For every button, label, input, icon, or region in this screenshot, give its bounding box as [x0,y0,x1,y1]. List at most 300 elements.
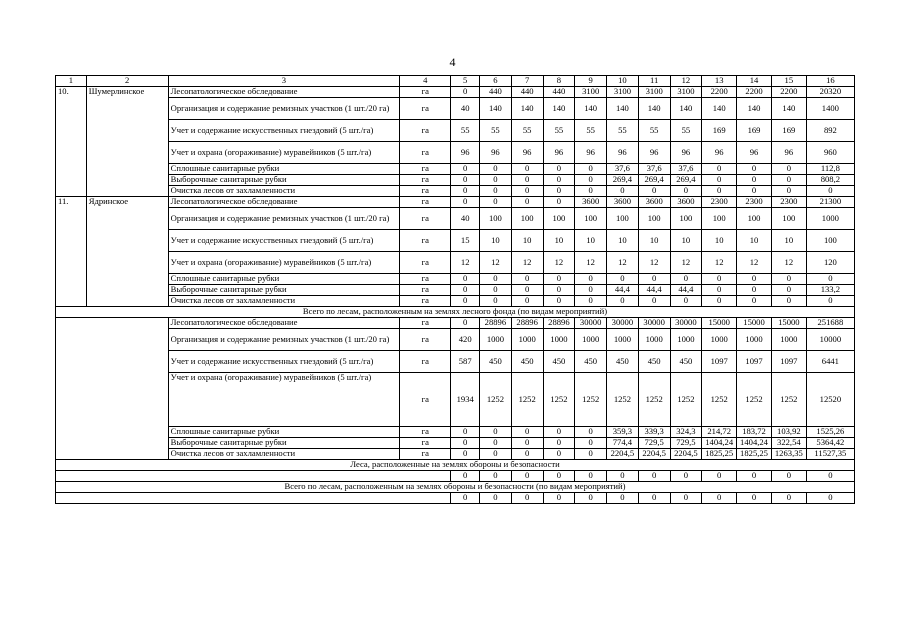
table-row [56,197,855,208]
unit-cell: га [400,142,451,164]
value-cell: 0 [771,285,806,296]
value-cell: 40 [451,98,480,120]
value-cell: 1097 [737,351,772,373]
value-cell: 0 [511,285,543,296]
value-cell: 0 [575,186,607,197]
value-cell: 0 [702,493,737,504]
activity-name: Выборочные санитарные рубки [168,438,400,449]
value-cell: 12 [670,252,702,274]
table-row [56,274,855,285]
column-header: 12 [670,76,702,87]
value-cell: 1525,26 [806,427,854,438]
value-cell: 0 [451,87,480,98]
value-cell: 324,3 [670,427,702,438]
value-cell: 0 [480,438,512,449]
value-cell: 0 [806,471,854,482]
column-header: 1 [56,76,87,87]
column-header: 11 [638,76,670,87]
value-cell: 120 [806,252,854,274]
value-cell: 0 [451,438,480,449]
value-cell: 0 [638,296,670,307]
value-cell: 1000 [771,329,806,351]
value-cell: 55 [607,120,639,142]
value-cell: 0 [771,164,806,175]
value-cell: 100 [670,208,702,230]
value-cell: 1000 [638,329,670,351]
value-cell: 0 [451,175,480,186]
value-cell: 1404,24 [737,438,772,449]
value-cell: 0 [670,274,702,285]
value-cell: 0 [575,449,607,460]
table-row [56,142,855,164]
value-cell: 30000 [670,318,702,329]
value-cell: 0 [511,197,543,208]
value-cell: 1252 [771,373,806,427]
value-cell: 0 [771,274,806,285]
value-cell: 0 [702,164,737,175]
value-cell: 3100 [607,87,639,98]
value-cell: 1263,35 [771,449,806,460]
value-cell: 96 [575,142,607,164]
value-cell: 0 [607,471,639,482]
table-row [56,175,855,186]
unit-cell: га [400,98,451,120]
value-cell: 1252 [737,373,772,427]
value-cell: 0 [451,197,480,208]
value-cell: 10000 [806,329,854,351]
value-cell: 359,3 [607,427,639,438]
value-cell: 100 [638,208,670,230]
value-cell: 100 [607,208,639,230]
unit-cell: га [400,274,451,285]
value-cell: 1000 [480,329,512,351]
column-header: 13 [702,76,737,87]
value-cell: 0 [638,471,670,482]
value-cell: 0 [638,493,670,504]
value-cell: 1252 [607,373,639,427]
value-cell: 0 [702,186,737,197]
value-cell: 1000 [670,329,702,351]
value-cell: 1404,24 [702,438,737,449]
value-cell: 15 [451,230,480,252]
value-cell: 0 [543,296,575,307]
value-cell: 0 [511,296,543,307]
value-cell: 440 [480,87,512,98]
value-cell: 55 [451,120,480,142]
value-cell: 169 [702,120,737,142]
value-cell: 28896 [543,318,575,329]
value-cell: 140 [543,98,575,120]
value-cell: 269,4 [607,175,639,186]
column-header: 7 [511,76,543,87]
value-cell: 3100 [575,87,607,98]
value-cell: 183,72 [737,427,772,438]
value-cell: 0 [543,493,575,504]
value-cell: 2204,5 [670,449,702,460]
value-cell: 96 [543,142,575,164]
section-number: 10. [56,87,87,197]
value-cell: 1825,25 [702,449,737,460]
value-cell: 0 [511,471,543,482]
value-cell: 0 [737,164,772,175]
value-cell: 0 [702,175,737,186]
value-cell: 37,6 [607,164,639,175]
unit-cell: га [400,329,451,351]
value-cell: 2204,5 [638,449,670,460]
value-cell: 3100 [670,87,702,98]
value-cell: 103,92 [771,427,806,438]
value-cell: 40 [451,208,480,230]
unit-cell: га [400,208,451,230]
value-cell: 96 [771,142,806,164]
activity-name: Сплошные санитарные рубки [168,427,400,438]
value-cell: 12 [575,252,607,274]
value-cell: 322,54 [771,438,806,449]
value-cell: 15000 [702,318,737,329]
value-cell: 251688 [806,318,854,329]
activity-name: Учет и содержание искусственных гнездовий (5 шт./га) [168,230,400,252]
value-cell: 15000 [771,318,806,329]
forestry-name: Шумерлинское [86,87,168,197]
value-cell: 5364,42 [806,438,854,449]
value-cell: 808,2 [806,175,854,186]
value-cell: 140 [771,98,806,120]
table-row [56,427,855,438]
value-cell: 1825,25 [737,449,772,460]
value-cell: 0 [670,296,702,307]
value-cell: 0 [480,164,512,175]
activity-name: Лесопатологическое обследование [168,87,400,98]
value-cell: 0 [575,164,607,175]
value-cell: 0 [451,471,480,482]
table-row [56,120,855,142]
value-cell: 0 [511,274,543,285]
value-cell: 0 [575,285,607,296]
value-cell: 1252 [543,373,575,427]
value-cell: 140 [607,98,639,120]
value-cell: 2200 [702,87,737,98]
value-cell: 269,4 [638,175,670,186]
value-cell: 450 [511,351,543,373]
activity-name: Организация и содержание ремизных участков (1 шт./20 га) [168,208,400,230]
value-cell: 112,8 [806,164,854,175]
activity-name: Учет и охрана (огораживание) муравейников (5 шт./га) [168,252,400,274]
value-cell: 0 [480,493,512,504]
value-cell: 12 [771,252,806,274]
value-cell: 339,3 [638,427,670,438]
value-cell: 1000 [543,329,575,351]
value-cell: 0 [575,175,607,186]
value-cell: 12 [543,252,575,274]
value-cell: 6441 [806,351,854,373]
value-cell: 0 [575,427,607,438]
value-cell: 37,6 [638,164,670,175]
value-cell: 0 [543,274,575,285]
value-cell: 140 [702,98,737,120]
value-cell: 28896 [511,318,543,329]
value-cell: 0 [543,449,575,460]
value-cell: 10 [638,230,670,252]
section-title: Всего по лесам, расположенным на землях обороны и безопасности (по видам мероприятий) [56,482,855,493]
value-cell: 3600 [670,197,702,208]
value-cell: 0 [511,164,543,175]
value-cell: 96 [702,142,737,164]
section-title: Леса, расположенные на землях обороны и безопасности [56,460,855,471]
value-cell: 3600 [575,197,607,208]
value-cell: 0 [670,186,702,197]
value-cell: 0 [771,471,806,482]
unit-cell: га [400,252,451,274]
value-cell: 0 [543,175,575,186]
value-cell: 3100 [638,87,670,98]
value-cell: 0 [771,493,806,504]
value-cell: 0 [607,493,639,504]
value-cell: 100 [480,208,512,230]
value-cell: 1934 [451,373,480,427]
column-header: 4 [400,76,451,87]
table-row [56,252,855,274]
value-cell: 774,4 [607,438,639,449]
value-cell: 96 [670,142,702,164]
value-cell: 0 [511,449,543,460]
value-cell: 2300 [737,197,772,208]
value-cell: 0 [771,175,806,186]
value-cell: 100 [543,208,575,230]
value-cell: 100 [806,230,854,252]
column-header: 16 [806,76,854,87]
value-cell: 169 [737,120,772,142]
value-cell: 0 [806,274,854,285]
value-cell: 10 [480,230,512,252]
activity-name: Организация и содержание ремизных участков (1 шт./20 га) [168,98,400,120]
value-cell: 12 [480,252,512,274]
forestry-name: Ядринское [86,197,168,307]
empty-cell [56,471,451,482]
value-cell: 55 [511,120,543,142]
value-cell: 729,5 [638,438,670,449]
value-cell: 55 [638,120,670,142]
value-cell: 0 [771,296,806,307]
activity-name: Очистка лесов от захламленности [168,449,400,460]
value-cell: 0 [702,285,737,296]
value-cell: 0 [451,164,480,175]
value-cell: 1097 [771,351,806,373]
unit-cell: га [400,186,451,197]
unit-cell: га [400,296,451,307]
value-cell: 450 [480,351,512,373]
value-cell: 0 [543,438,575,449]
table-row [56,164,855,175]
value-cell: 10 [771,230,806,252]
value-cell: 0 [575,471,607,482]
value-cell: 0 [480,296,512,307]
value-cell: 0 [511,186,543,197]
value-cell: 10 [575,230,607,252]
value-cell: 3600 [607,197,639,208]
value-cell: 96 [638,142,670,164]
value-cell: 440 [511,87,543,98]
value-cell: 0 [451,318,480,329]
value-cell: 96 [511,142,543,164]
value-cell: 21300 [806,197,854,208]
value-cell: 214,72 [702,427,737,438]
value-cell: 140 [737,98,772,120]
value-cell: 0 [575,493,607,504]
value-cell: 11527,35 [806,449,854,460]
value-cell: 55 [543,120,575,142]
value-cell: 2300 [702,197,737,208]
value-cell: 0 [480,449,512,460]
table-row [56,98,855,120]
value-cell: 0 [480,285,512,296]
value-cell: 140 [511,98,543,120]
value-cell: 44,4 [670,285,702,296]
value-cell: 1400 [806,98,854,120]
table-row [56,230,855,252]
table-row [56,438,855,449]
table-row [56,449,855,460]
table-row [56,208,855,230]
table-row [56,87,855,98]
value-cell: 140 [575,98,607,120]
value-cell: 30000 [638,318,670,329]
value-cell: 1097 [702,351,737,373]
value-cell: 450 [575,351,607,373]
activities-table [55,75,855,504]
column-header: 10 [607,76,639,87]
value-cell: 0 [638,186,670,197]
value-cell: 450 [543,351,575,373]
column-header: 5 [451,76,480,87]
value-cell: 0 [702,274,737,285]
value-cell: 0 [737,493,772,504]
section-number: 11. [56,197,87,307]
value-cell: 0 [771,186,806,197]
activity-name: Учет и охрана (огораживание) муравейников (5 шт./га) [168,142,400,164]
value-cell: 140 [638,98,670,120]
unit-cell: га [400,87,451,98]
section-title-row [56,307,855,318]
activity-name: Организация и содержание ремизных участков (1 шт./20 га) [168,329,400,351]
value-cell: 1252 [702,373,737,427]
value-cell: 55 [670,120,702,142]
value-cell: 2200 [737,87,772,98]
value-cell: 1252 [670,373,702,427]
value-cell: 0 [607,274,639,285]
value-cell: 0 [806,296,854,307]
value-cell: 440 [543,87,575,98]
section-title-row [56,482,855,493]
value-cell: 0 [638,274,670,285]
value-cell: 0 [451,449,480,460]
value-cell: 37,6 [670,164,702,175]
value-cell: 0 [737,175,772,186]
value-cell: 10 [737,230,772,252]
value-cell: 12 [451,252,480,274]
value-cell: 100 [511,208,543,230]
value-cell: 96 [607,142,639,164]
value-cell: 44,4 [607,285,639,296]
table-row [56,186,855,197]
value-cell: 10 [670,230,702,252]
value-cell: 0 [451,493,480,504]
value-cell: 0 [737,471,772,482]
value-cell: 0 [806,186,854,197]
value-cell: 100 [771,208,806,230]
value-cell: 0 [670,493,702,504]
activity-name: Учет и содержание искусственных гнездовий (5 шт./га) [168,351,400,373]
value-cell: 0 [575,296,607,307]
value-cell: 1000 [737,329,772,351]
value-cell: 2204,5 [607,449,639,460]
value-cell: 10 [543,230,575,252]
value-cell: 0 [511,438,543,449]
value-cell: 3600 [638,197,670,208]
value-cell: 450 [607,351,639,373]
value-cell: 1000 [511,329,543,351]
value-cell: 169 [771,120,806,142]
value-cell: 0 [702,296,737,307]
value-cell: 0 [737,296,772,307]
value-cell: 450 [670,351,702,373]
value-cell: 0 [543,471,575,482]
activity-name: Лесопатологическое обследование [168,197,400,208]
activity-name: Выборочные санитарные рубки [168,175,400,186]
value-cell: 0 [511,427,543,438]
column-header: 14 [737,76,772,87]
value-cell: 0 [480,274,512,285]
value-cell: 10 [702,230,737,252]
value-cell: 1252 [511,373,543,427]
value-cell: 0 [543,427,575,438]
value-cell: 140 [480,98,512,120]
value-cell: 44,4 [638,285,670,296]
value-cell: 12520 [806,373,854,427]
value-cell: 729,5 [670,438,702,449]
unit-cell: га [400,427,451,438]
value-cell: 12 [702,252,737,274]
value-cell: 2200 [771,87,806,98]
value-cell: 420 [451,329,480,351]
value-cell: 100 [737,208,772,230]
value-cell: 0 [737,186,772,197]
value-cell: 0 [480,186,512,197]
value-cell: 0 [543,285,575,296]
empty-cell [56,493,451,504]
activity-name: Сплошные санитарные рубки [168,274,400,285]
value-cell: 1000 [806,208,854,230]
value-cell: 0 [806,493,854,504]
activity-name: Учет и охрана (огораживание) муравейников (5 шт./га) [168,373,400,427]
value-cell: 0 [702,471,737,482]
value-cell: 12 [638,252,670,274]
value-cell: 0 [737,285,772,296]
unit-cell: га [400,285,451,296]
unit-cell: га [400,449,451,460]
value-cell: 0 [480,471,512,482]
column-header: 3 [168,76,400,87]
value-cell: 269,4 [670,175,702,186]
value-cell: 0 [451,274,480,285]
value-cell: 0 [607,186,639,197]
unit-cell: га [400,351,451,373]
table-row [56,329,855,351]
unit-cell: га [400,175,451,186]
value-cell: 12 [607,252,639,274]
value-cell: 0 [451,296,480,307]
value-cell: 55 [480,120,512,142]
value-cell: 450 [638,351,670,373]
